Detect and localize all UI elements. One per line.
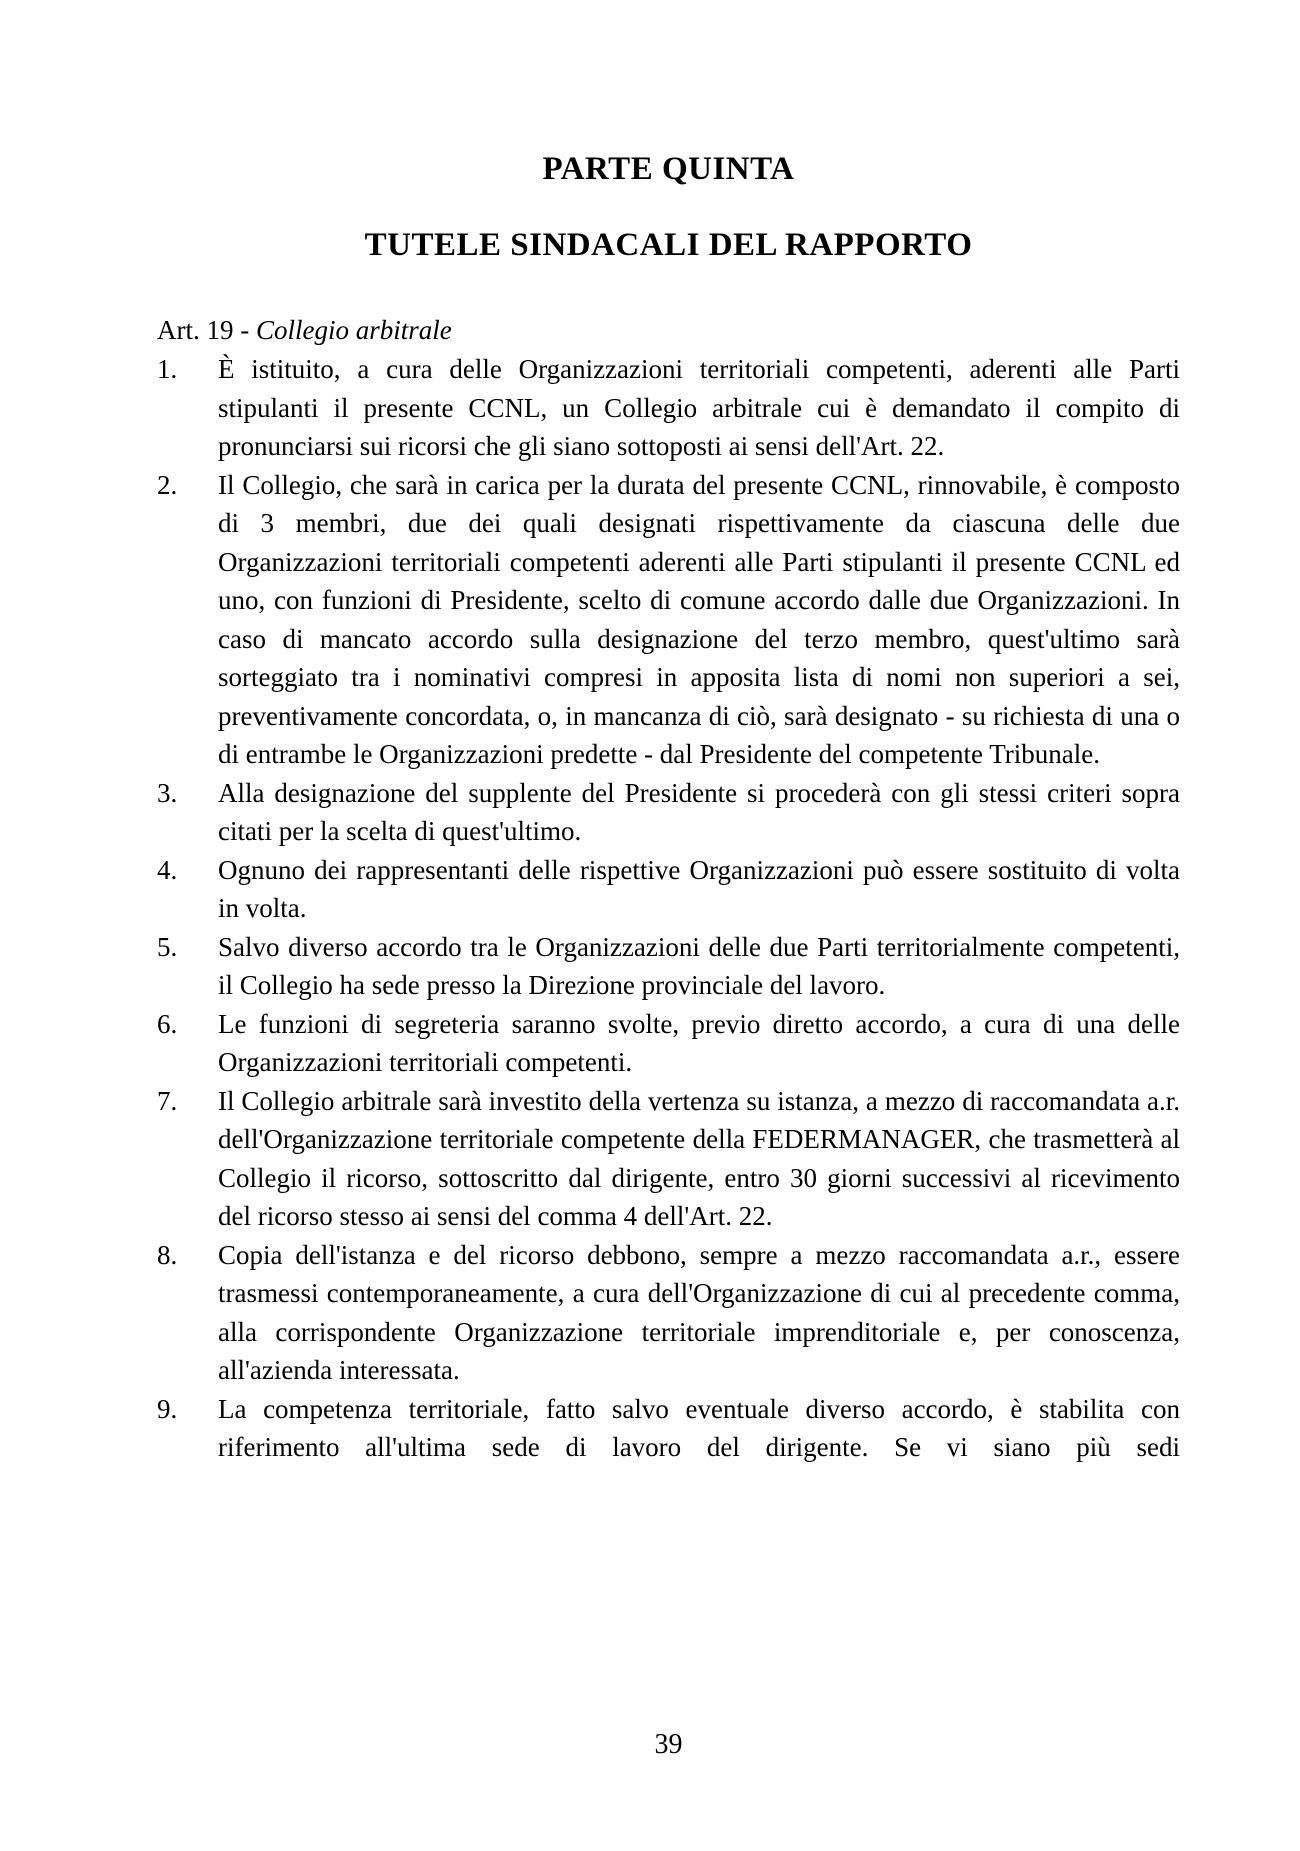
item-number: 6. [157,1008,178,1039]
article-clause-list [157,350,1180,1467]
item-number: 8. [157,1239,178,1270]
item-number: 4. [157,854,178,885]
item-number: 3. [157,777,178,808]
page-number: 39 [654,1729,683,1760]
item-number: 7. [157,1085,178,1116]
article-name: Collegio arbitrale [255,315,452,345]
item-text: Ognuno dei rappresentanti delle rispettive Organizzazioni può essere sostituito di volta in volta. [218,854,1180,923]
list-item [157,1082,1180,1236]
item-text: Il Collegio, che sarà in carica per la durata del presente CCNL, rinnovabile, è composto di 3 membri, due dei quali designati rispettivamente da ciascuna delle due Organizzazioni territoriali competenti aderenti alle Parti stipulanti il presente CCNL ed uno, con funzioni di Presidente, scelto di comune accordo dalle due Organizzazioni. In caso di mancato accordo sulla designazione del terzo membro, quest'ultimo sarà sorteggiato tra i nominativi compresi in apposita lista di nomi non superiori a sei, preventivamente concordata, o, in mancanza di ciò, sarà designato - su richiesta di una o di entrambe le Organizzazioni predette - dal Presidente del competente Tribunale. [218,469,1180,769]
list-item [157,466,1180,774]
item-number: 5. [157,931,178,962]
list-item [157,1005,1180,1082]
item-text: Le funzioni di segreteria saranno svolte, previo diretto accordo, a cura di una delle Organizzazioni territoriali competenti. [218,1008,1180,1077]
item-text: Alla designazione del supplente del Presidente si procederà con gli stessi criteri sopra citati per la scelta di quest'ultimo. [218,777,1180,846]
item-text: È istituito, a cura delle Organizzazioni territoriali competenti, aderenti alle Parti stipulanti il presente CCNL, un Collegio arbitrale cui è demandato il compito di pronunciarsi sui ricorsi che gli siano sottoposti ai sensi dell'Art. 22. [218,354,1180,461]
article-heading [157,311,1180,350]
list-item [157,1390,1180,1467]
item-number: 9. [157,1393,178,1424]
item-number: 1. [157,354,178,384]
list-item [157,774,1180,851]
part-heading: PARTE QUINTA [542,151,795,187]
item-number: 2. [157,469,178,500]
section-title: TUTELE SINDACALI DEL RAPPORTO [364,227,973,263]
list-item [157,851,1180,928]
item-text: La competenza territoriale, fatto salvo eventuale diverso accordo, è stabilita con riferimento all'ultima sede di lavoro del dirigente. Se vi siano più sedi [218,1393,1180,1462]
list-item [157,928,1180,1005]
list-item [157,350,1180,466]
list-item [157,1236,1180,1390]
item-text: Il Collegio arbitrale sarà investito della vertenza su istanza, a mezzo di raccomandata a.r. dell'Organizzazione territoriale competente della FEDERMANAGER, che trasmetterà al Collegio il ricorso, sottoscritto dal dirigente, entro 30 giorni successivi al ricevimento del ricorso stesso ai sensi del comma 4 dell'Art. 22. [218,1085,1180,1231]
item-text: Copia dell'istanza e del ricorso debbono, sempre a mezzo raccomandata a.r., essere trasmessi contemporaneamente, a cura dell'Organizzazione di cui al precedente comma, alla corrispondente Organizzazione territoriale imprenditoriale e, per conoscenza, all'azienda interessata. [218,1239,1180,1385]
article-label: Art. 19 - [157,315,256,345]
item-text: Salvo diverso accordo tra le Organizzazioni delle due Parti territorialmente competenti, il Collegio ha sede presso la Direzione provinciale del lavoro. [218,931,1180,1000]
